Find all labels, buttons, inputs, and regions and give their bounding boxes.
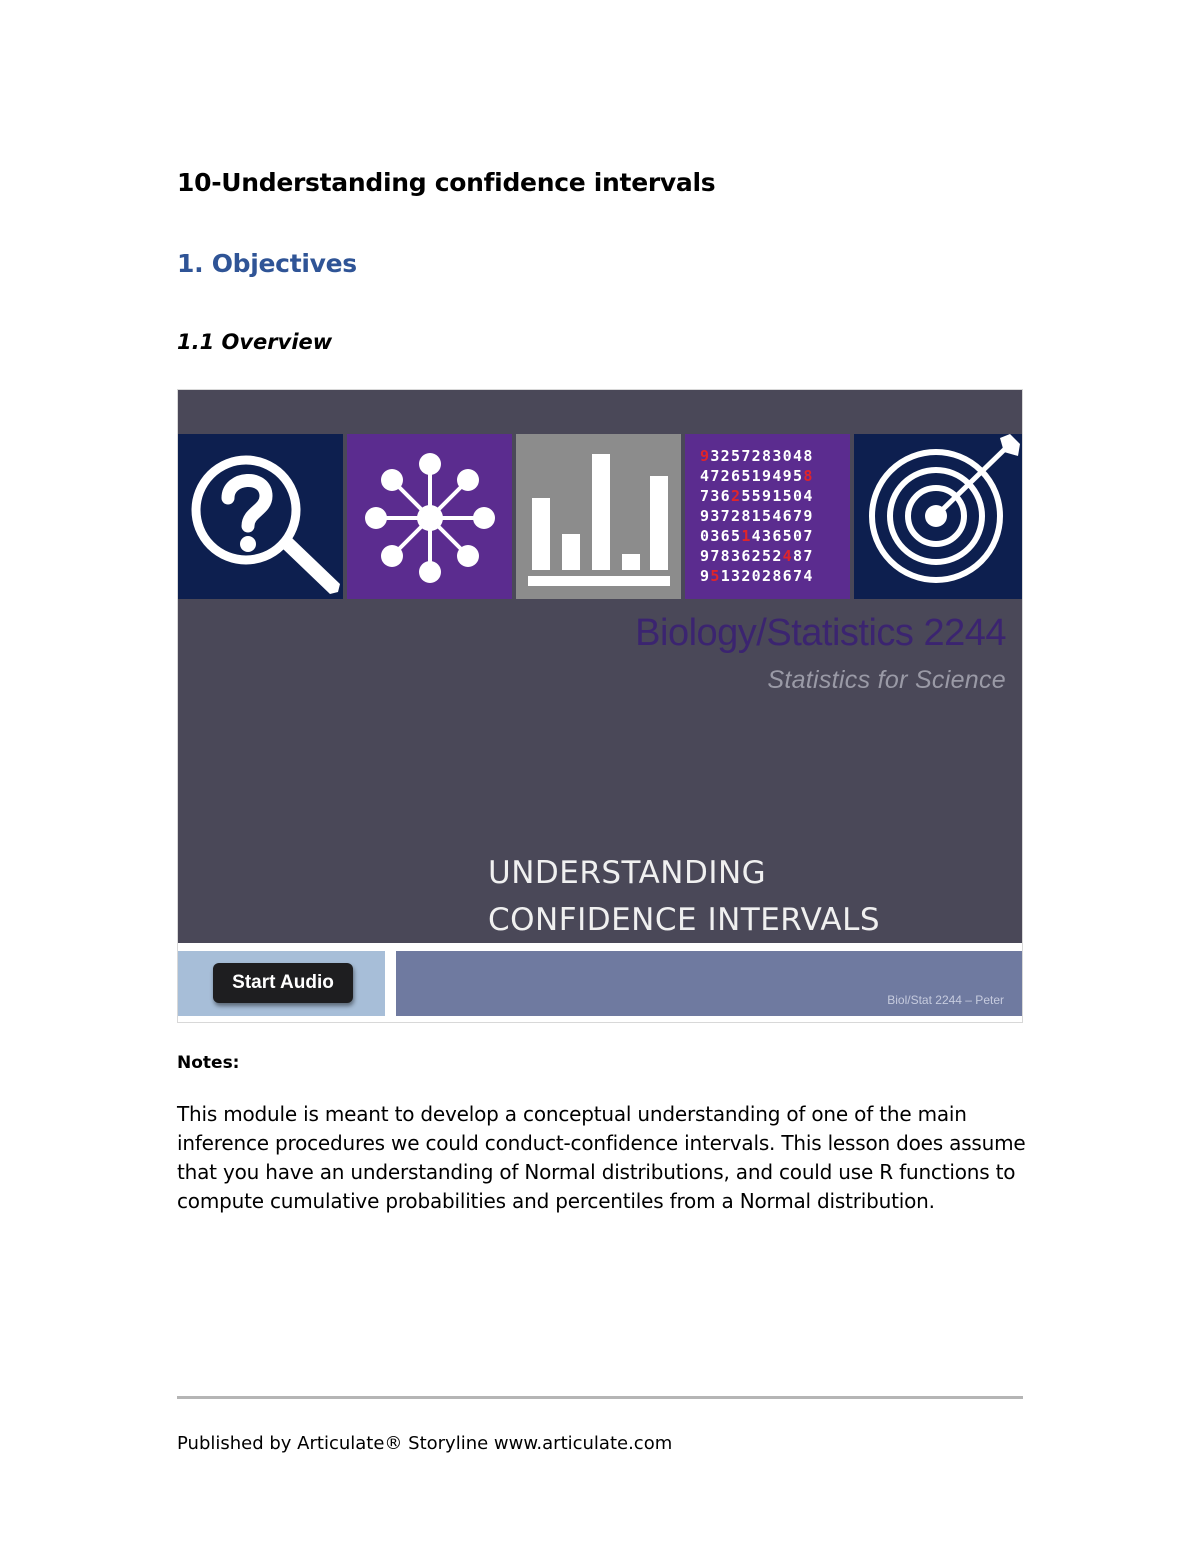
start-audio-button[interactable]: Start Audio [213, 963, 353, 1003]
digit-row: 73625591504 [700, 487, 814, 505]
footer-divider [177, 1396, 1023, 1399]
notes-label: Notes: [177, 1053, 240, 1073]
section-heading: 1. Objectives [177, 249, 357, 278]
tile-question-search [178, 434, 343, 599]
slide-thumbnail [177, 389, 1023, 1023]
digit-row: 97836252487 [700, 547, 814, 565]
document-title: 10-Understanding confidence intervals [177, 168, 716, 197]
notes-body: This module is meant to develop a conceptual understanding of one of the main inference procedures we could conduct-confidence intervals. This lesson does assume that you have an understanding of Normal distributions, and could use R functions to compute cumulative probabilities and percentiles from a Normal distribution. [177, 1102, 1026, 1213]
question-magnifier-icon [178, 434, 343, 599]
footer-text: Published by Articulate® Storyline www.articulate.com [177, 1433, 673, 1454]
network-node-icon [347, 434, 512, 599]
slide-title [488, 850, 880, 944]
credit-bar [396, 951, 1023, 1016]
slide-main-area [178, 390, 1023, 943]
course-title: Biology/Statistics 2244 [635, 612, 1006, 654]
tile-target [854, 434, 1023, 599]
slide-title-line: CONFIDENCE INTERVALS [488, 902, 881, 938]
target-arrow-icon [854, 434, 1023, 599]
random-digits-grid [700, 446, 814, 586]
course-subtitle: Statistics for Science [767, 666, 1006, 694]
audio-panel [178, 951, 385, 1016]
tile-network [347, 434, 512, 599]
digit-row: 03651436507 [700, 527, 814, 545]
digit-row: 47265194958 [700, 467, 814, 485]
digit-row: 93728154679 [700, 507, 814, 525]
subsection-heading: 1.1 Overview [177, 330, 333, 354]
digit-row: 95132028674 [700, 567, 814, 585]
tile-random-digits [685, 434, 850, 599]
slide-title-line: UNDERSTANDING [488, 855, 767, 891]
bar-chart-icon [516, 434, 681, 599]
digit-row: 93257283048 [700, 447, 814, 465]
slide-credit: Biol/Stat 2244 – Peter [887, 993, 1004, 1007]
tile-bar-chart [516, 434, 681, 599]
